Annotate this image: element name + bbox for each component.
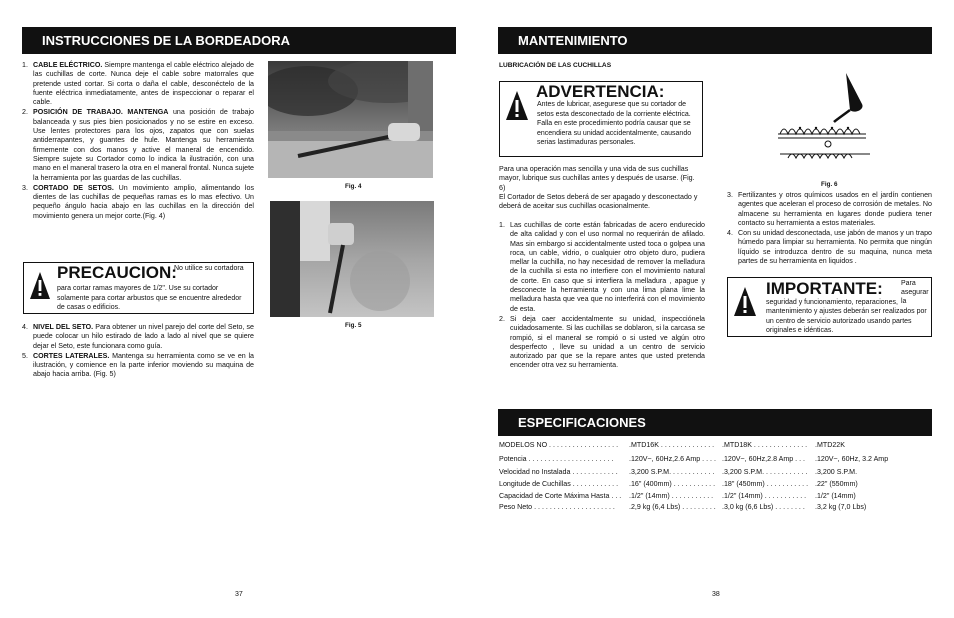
left-instructions-list-2 xyxy=(22,323,254,381)
warning-box xyxy=(499,81,703,157)
fig5-caption: Fig. 5 xyxy=(345,322,362,329)
important-text: seguridad y funcionamiento, reparaciones, mantenimiento y ajustes deberán ser realizados por un centro de servicio autorizado usando partes originales e idénticas. xyxy=(766,299,927,335)
caution-side-text: No utilice su cortadora xyxy=(174,265,244,272)
maintenance-list-b xyxy=(727,191,932,267)
lubrication-paragraph-2: El Cortador de Setos deberá de ser apagado y desconectado y deberá de aceitar sus cuchillas ocasionalmente. xyxy=(499,193,698,211)
important-title: IMPORTANTE: xyxy=(766,279,883,298)
list-item: 2. Si deja caer accidentalmente su unidad, inspecciónela cuidadosamente. Si las cuchillas se doblaron, si la carcasa se rompió, si el maneral se rompió o si usted ve algún otro desperfecto , lleve su unidad a un centro de servicio autorizado par que se la repare antes que usted pretenda encender otra vez su herramienta. xyxy=(499,314,705,370)
list-item: 5. CORTES LATERALES. Mantenga su herramienta como se ve en la ilustración, y comience en la parte inferior moviendo su maquina de abajo hacia arriba. (Fig. 5) xyxy=(22,351,254,379)
list-item: 4. NIVEL DEL SETO. Para obtener un nivel parejo del corte del Seto, se puede colocar un hilo estirado de lado a lado al nivel que se quiere dejar el Seto, este funcionara como guía. xyxy=(22,323,254,350)
page-number-right: 38 xyxy=(712,591,720,598)
warning-triangle-icon xyxy=(29,271,51,301)
page-number-left: 37 xyxy=(235,591,243,598)
list-item: 3. CORTADO DE SETOS. Un movimiento amplio, alimentando los dientes de las cuchillas de pequeñas ramas es lo mas efectivo. Un pequeño ángulo hacia abajo en las cuchillas en la dirección del movimiento genera un mejor corte.(Fig. 4) xyxy=(22,183,254,220)
warning-text: Antes de lubricar, asegurese que su cortador de setos esta desconectado de la corriente eléctrica. Falla en este procedimiento podría causar que se encendiera su unidad accidentalmente, causando serias lastimaduras personales. xyxy=(537,101,692,147)
warning-triangle-icon xyxy=(505,90,529,122)
lubrication-subheading: LUBRICACIÓN DE LAS CUCHILLAS xyxy=(499,62,612,69)
specifications-header: ESPECIFICACIONES xyxy=(498,409,932,436)
fig4-caption: Fig. 4 xyxy=(345,183,362,190)
important-box xyxy=(727,277,932,337)
list-item: 1. CABLE ELÉCTRICO. Siempre mantenga el cable eléctrico alejado de las cuchillas de corte. Nunca deje el cable sobre matorrales que pretende usted cortar. Si corta o daña el cable, desconéctelo de la fuente eléctrica inmediatamente, antes de inspeccionar o reparar el cable. xyxy=(22,61,254,107)
list-item: 3. Fertilizantes y otros químicos usados en el jardín contienen agentes que aceleran el proceso de corrosión de metales. No almacene su herramienta en lugares donde pudiera tener contacto su herramienta a estos materiales. xyxy=(727,191,932,227)
list-item: 4. Con su unidad desconectada, use jabón de manos y un trapo húmedo para limpiar su herramienta. No permita que ningún líquido se introduzca dentro de su maquina, nunca meta partes de su herramienta en liquidos . xyxy=(727,229,932,266)
important-side-text: Para asegurar la xyxy=(901,280,929,305)
fig4-photo xyxy=(268,61,433,178)
list-item: 2. POSICIÓN DE TRABAJO. MANTENGA una posición de trabajo balanceada y sus pies bien posicionados y no se estire en exceso. Use lentes protectores para los ojos, zapatos que con suelas antiderrapantes, y guantes de hule. Mantenga su herramienta firmemente con dos manos y active el maneral de encendido. Siempre sujete su Cortador como lo indica la ilustración, con una mano en el maneral trasero la otra en el maneral frontal. Nunca sujete la herramienta por las guardas de las cuchillas. xyxy=(22,108,255,182)
warning-triangle-icon xyxy=(733,286,757,318)
caution-box xyxy=(23,262,254,314)
fig6-illustration xyxy=(770,66,890,176)
lubrication-paragraph-1: Para una operación mas sencilla y una vida de sus cuchillas mayor, lubrique sus cuchillas antes y después de usarse. (Fig. 6) xyxy=(499,165,695,192)
warning-title: ADVERTENCIA: xyxy=(536,82,665,101)
fig5-photo xyxy=(270,201,434,317)
maintenance-list-a xyxy=(499,221,705,372)
left-instructions-list xyxy=(22,61,254,222)
list-item: 1. Las cuchillas de corte están fabricadas de acero endurecido de alta calidad y con el uso normal no requerirán de afilado. Mas sin embargo si accidentalmente usted toca o golpea una roca, un cable, vidrio, o cualquier otro objeto duro, pudiera mellar la cuchilla, no hay necesidad de remover la melladura de la cuchilla si esta no interfiere con el movimiento natural de corte. En caso que si interfiera la melladura , apague y desconecte la herramienta y con una lima plana lime la melladura hasta que vea que no interferirá con el movimiento de esta. xyxy=(499,221,705,313)
caution-text: para cortar ramas mayores de 1/2". Use su cortador solamente para cortar arbustos que se encuentre alrededor de casas o edificios. xyxy=(57,285,242,311)
maintenance-header: MANTENIMIENTO xyxy=(498,27,932,54)
left-section-header: INSTRUCCIONES DE LA BORDEADORA xyxy=(22,27,456,54)
fig6-caption: Fig. 6 xyxy=(821,181,838,188)
caution-title: PRECAUCION: xyxy=(57,263,177,282)
